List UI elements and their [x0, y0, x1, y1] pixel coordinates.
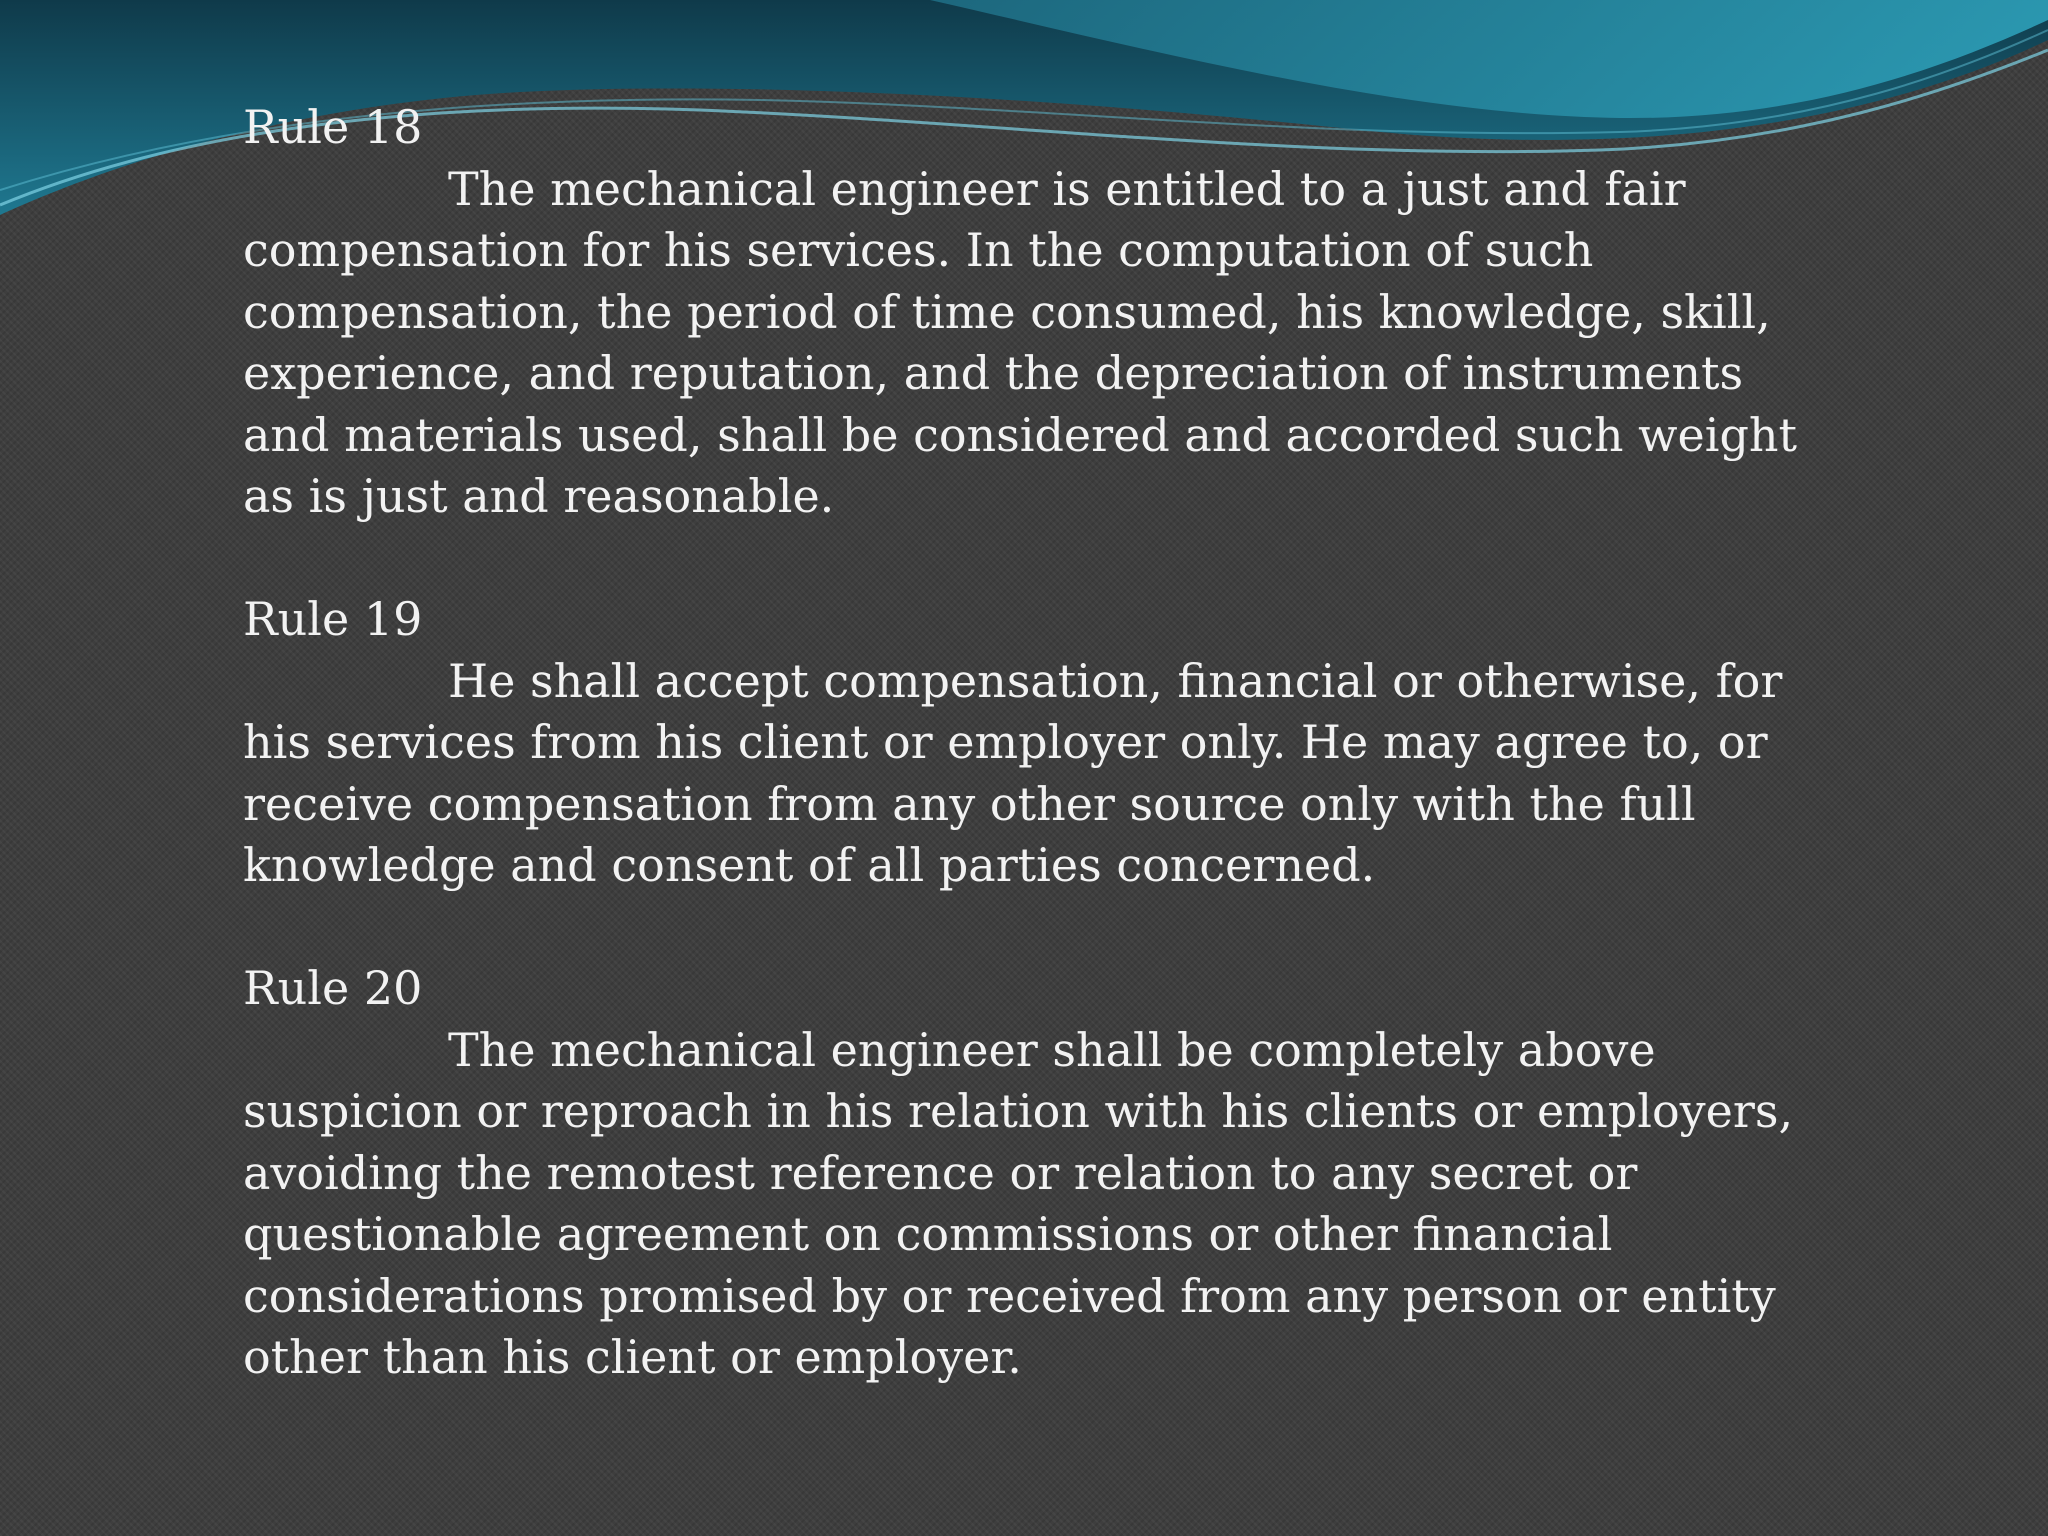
rule-19-text: He shall accept compensation, financial or otherwise, for his services from his client or employer only. He may agree to, or receive compensation from any other source only with the full knowledge and consent of all parties concerned.: [243, 653, 1783, 892]
rule-18-title: Rule 18: [243, 100, 423, 154]
rule-18-section: [243, 97, 1823, 528]
rule-20-title: Rule 20: [243, 961, 423, 1015]
rule-19-section: [243, 589, 1823, 897]
rules-text-body: [243, 97, 1823, 1450]
rule-19-title: Rule 19: [243, 592, 423, 646]
rule-20-text: The mechanical engineer shall be completely above suspicion or reproach in his relation with his clients or employers, avoiding the remotest reference or relation to any secret or questionable agreement on commissions or other financial considerations promised by or received from any person or entity other than his client or employer.: [243, 1022, 1794, 1384]
rule-18-text: The mechanical engineer is entitled to a just and fair compensation for his services. In the computation of such compensation, the period of time consumed, his knowledge, skill, experience, and reputation, and the depreciation of instruments and materials used, shall be considered and accorded such weight as is just and reasonable.: [243, 161, 1798, 523]
rule-20-section: [243, 958, 1823, 1389]
